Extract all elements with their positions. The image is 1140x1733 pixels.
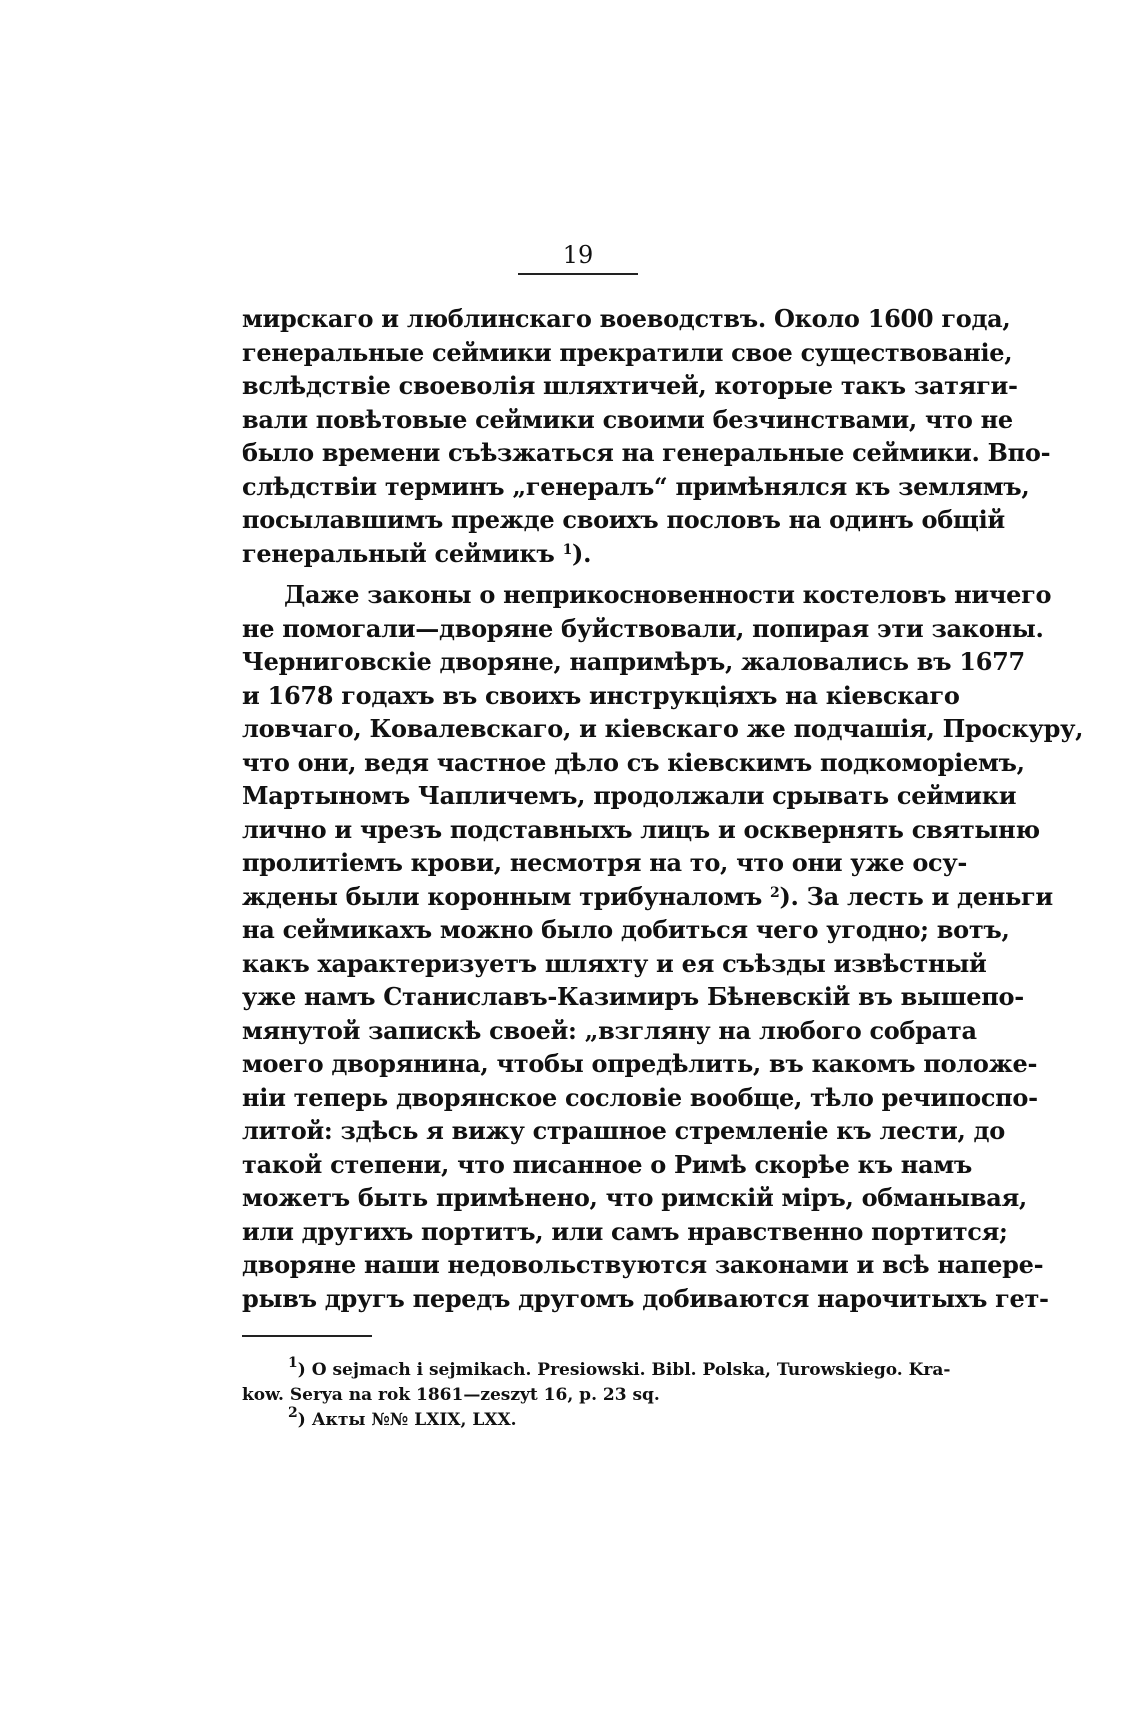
text-fragment: ). За лесть и деньги (779, 881, 1053, 911)
text-line: пролитіемъ крови, несмотря на то, что они уже осу- (242, 848, 968, 877)
header-rule (518, 273, 638, 275)
footnote-text: ) O sejmach i sejmikach. Presiowski. Bibl. Polska, Turowskiego. Kra- (297, 1360, 951, 1380)
text-line: ніи теперь дворянское сословіе вообще, тѣло речипоспо- (242, 1082, 1038, 1112)
paragraph-2 (242, 578, 1084, 1315)
text-line: мянутой запискѣ своей: „взгляну на любого собрата (242, 1015, 977, 1045)
text-line: ловчаго, Ковалевскаго, и кіевскаго же подчашія, Проскуру, (242, 714, 1084, 743)
text-line: такой степени, что писанное о Римѣ скорѣе къ намъ (242, 1149, 972, 1179)
text-line: лично и чрезъ подставныхъ лицъ и осквернять святыню (242, 814, 1040, 844)
footnote-2 (242, 1405, 916, 1433)
text-line: Даже законы о неприкосновенности костеловъ ничего (284, 580, 1052, 609)
text-line (242, 537, 916, 571)
footnote-ref-1[interactable]: 1 (562, 541, 573, 558)
footnote-1-continued: kow. Serya na rok 1861—zeszyt 16, p. 23 sq. (242, 1385, 660, 1405)
text-line: уже намъ Станиславъ-Казимиръ Бѣневскій въ вышепо- (242, 982, 1024, 1011)
text-line: рывъ другъ передъ другомъ добиваются нарочитыхъ гет- (242, 1283, 1049, 1313)
text-line: или другихъ портитъ, или самъ нравственно портится; (242, 1216, 1008, 1246)
text-line: генеральные сеймики прекратили свое существованіе, (242, 337, 1013, 367)
text-line: и 1678 годахъ въ своихъ инструкціяхъ на кіевскаго (242, 680, 960, 710)
text-fragment: генеральный сеймикъ (242, 538, 555, 568)
footnote-1 (242, 1355, 951, 1383)
text-line (242, 880, 1053, 914)
text-line: слѣдствіи терминъ „генералъ“ примѣнялся къ землямъ, (242, 471, 1030, 501)
paragraph-1 (242, 302, 1051, 570)
text-line: Мартыномъ Чапличемъ, продолжали срывать сеймики (242, 781, 1017, 810)
footnote-ref-2[interactable]: 2 (770, 884, 780, 901)
page-number: 19 (562, 241, 594, 269)
text-line: вслѣдствіе своеволія шляхтичей, которые такъ затяги- (242, 371, 1018, 400)
text-line: Черниговскіе дворяне, напримѣръ, жаловались въ 1677 (242, 647, 1025, 676)
body-text (242, 302, 1084, 1315)
text-line: посылавшимъ прежде своихъ пословъ на одинъ общій (242, 505, 1005, 534)
footnote-marker: 1 (288, 1355, 298, 1371)
text-line: литой: здѣсь я вижу страшное стремленіе къ лести, до (242, 1116, 1005, 1145)
text-line: дворяне наши недовольствуются законами и всѣ напере- (242, 1250, 1044, 1279)
text-fragment: ждены были коронным трибуналомъ (242, 881, 762, 911)
text-line: можетъ быть примѣнено, что римскій міръ, обманывая, (242, 1183, 1027, 1212)
footnote-text: ) Акты №№ LXIX, LXX. (297, 1410, 517, 1430)
text-line: какъ характеризуетъ шляхту и ея съѣзды извѣстный (242, 948, 987, 978)
text-line: что они, ведя частное дѣло съ кіевскимъ подкоморіемъ, (242, 747, 1025, 777)
footnote-rule (242, 1335, 372, 1337)
footnote-marker: 2 (288, 1405, 298, 1421)
text-line: мирскаго и люблинскаго воеводствъ. Около 1600 года, (242, 304, 1011, 333)
text-line: вали повѣтовые сеймики своими безчинствами, что не (242, 404, 1013, 434)
text-line: моего дворянина, чтобы опредѣлить, въ какомъ положе- (242, 1049, 1038, 1078)
footnotes (242, 1355, 951, 1433)
text-line: не помогали—дворяне буйствовали, попирая эти законы. (242, 613, 1044, 643)
text-line: на сеймикахъ можно было добиться чего угодно; вотъ, (242, 915, 1010, 944)
text-fragment: ). (572, 538, 592, 568)
text-line: было времени съѣзжаться на генеральные сеймики. Впо- (242, 438, 1051, 467)
